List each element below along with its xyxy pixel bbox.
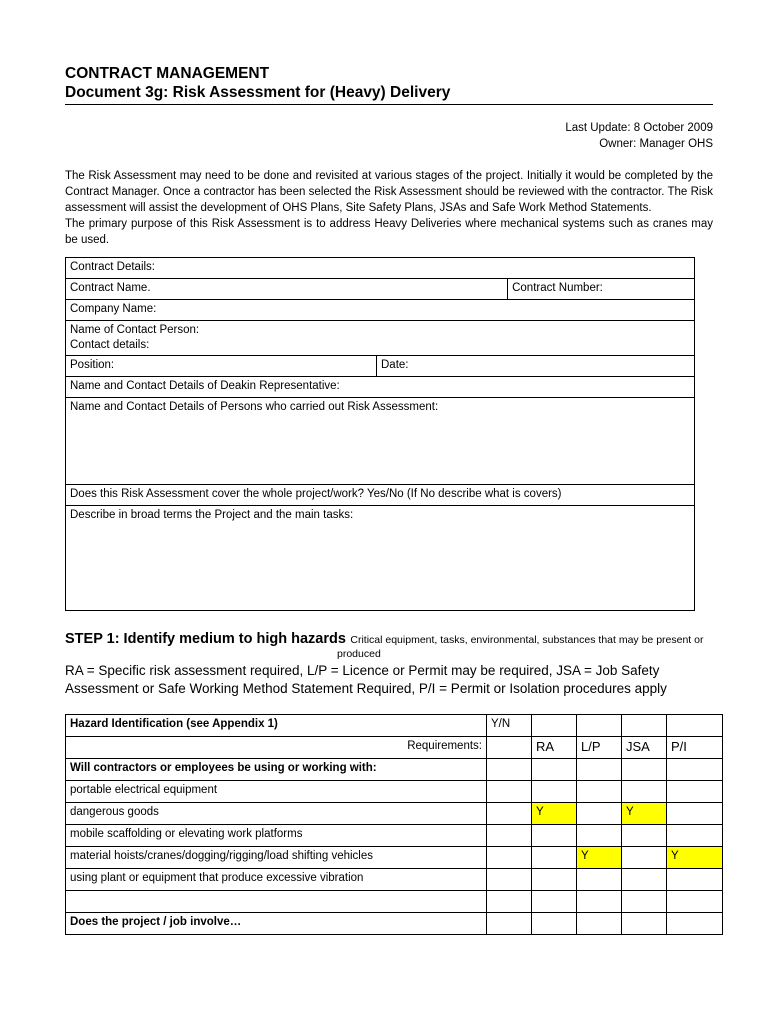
- col-jsa: JSA: [622, 737, 667, 759]
- hazard-label: portable electrical equipment: [66, 781, 487, 803]
- blank-header-cell: [622, 715, 667, 737]
- owner: Owner: Manager OHS: [599, 138, 713, 150]
- step1-title: STEP 1: Identify medium to high hazards: [65, 631, 346, 647]
- ra-cell[interactable]: [532, 759, 577, 781]
- jsa-cell[interactable]: [622, 869, 667, 891]
- yn-header: Y/N: [487, 715, 532, 737]
- hazard-label: mobile scaffolding or elevating work platforms: [66, 825, 487, 847]
- lp-cell[interactable]: [577, 781, 622, 803]
- table-row: [66, 869, 723, 891]
- contact-details-label: Contact details:: [70, 339, 150, 351]
- ra-cell[interactable]: [532, 913, 577, 935]
- position-field[interactable]: Position:: [66, 356, 377, 377]
- blank-header-cell: [577, 715, 622, 737]
- hazard-label[interactable]: [66, 891, 487, 913]
- col-ra: RA: [532, 737, 577, 759]
- yn-cell[interactable]: [487, 825, 532, 847]
- table-row: [66, 781, 723, 803]
- lp-cell[interactable]: [577, 913, 622, 935]
- jsa-cell[interactable]: [622, 913, 667, 935]
- section2-label: Does the project / job involve…: [66, 913, 487, 935]
- title-rule: [65, 104, 713, 105]
- col-lp: L/P: [577, 737, 622, 759]
- whole-project-field[interactable]: Does this Risk Assessment cover the whole project/work? Yes/No (If No describe what is covers): [66, 485, 695, 506]
- table-row: [66, 847, 723, 869]
- ra-cell[interactable]: [532, 781, 577, 803]
- section1-label: Will contractors or employees be using or working with:: [66, 759, 487, 781]
- project-description-field[interactable]: Describe in broad terms the Project and the main tasks:: [66, 506, 695, 611]
- pi-cell[interactable]: [667, 803, 723, 825]
- contract-details-label: Contract Details:: [66, 258, 695, 279]
- pi-cell[interactable]: [667, 891, 723, 913]
- hazard-label: material hoists/cranes/dogging/rigging/load shifting vehicles: [66, 847, 487, 869]
- step1-section: [65, 631, 713, 698]
- hazard-label: dangerous goods: [66, 803, 487, 825]
- pi-cell[interactable]: [667, 913, 723, 935]
- yn-cell[interactable]: [487, 869, 532, 891]
- contract-name-field[interactable]: Contract Name.: [66, 279, 508, 300]
- assessors-field[interactable]: Name and Contact Details of Persons who carried out Risk Assessment:: [66, 398, 695, 485]
- intro-para-1: The Risk Assessment may need to be done and revisited at various stages of the project. Initially it would be completed by the Contract Manager. Once a contractor has been selected the Risk Assessment should be reviewed with the contractor. The Risk assessment will assist the development of OHS Plans, Site Safety Plans, JSAs and Safe Work Method Statements.: [65, 170, 713, 214]
- contact-person-label: Name of Contact Person:: [70, 324, 200, 336]
- col-pi: P/I: [667, 737, 723, 759]
- hazard-table: [65, 714, 723, 935]
- lp-cell[interactable]: Y: [577, 847, 622, 869]
- jsa-cell[interactable]: [622, 847, 667, 869]
- lp-cell[interactable]: [577, 803, 622, 825]
- deakin-rep-field[interactable]: Name and Contact Details of Deakin Representative:: [66, 377, 695, 398]
- hazard-header: Hazard Identification (see Appendix 1): [66, 715, 487, 737]
- doc-subtitle: Document 3g: Risk Assessment for (Heavy) Delivery: [65, 84, 451, 101]
- pi-cell[interactable]: [667, 781, 723, 803]
- intro-text: [65, 168, 713, 248]
- table-row: [66, 891, 723, 913]
- pi-cell[interactable]: [667, 759, 723, 781]
- yn-cell[interactable]: [487, 847, 532, 869]
- yn-cell[interactable]: [487, 803, 532, 825]
- yn-cell[interactable]: [487, 759, 532, 781]
- document-page: [65, 64, 713, 935]
- jsa-cell[interactable]: [622, 891, 667, 913]
- step1-legend: RA = Specific risk assessment required, L/P = Licence or Permit may be required, JSA = Job Safety Assessment or Safe Working Method Statement Required, P/I = Permit or Isolation procedures apply: [65, 663, 667, 696]
- yn-cell[interactable]: [487, 737, 532, 759]
- contact-person-field[interactable]: [66, 321, 695, 356]
- lp-cell[interactable]: [577, 891, 622, 913]
- yn-cell[interactable]: [487, 913, 532, 935]
- jsa-cell[interactable]: [622, 825, 667, 847]
- doc-title: CONTRACT MANAGEMENT: [65, 65, 270, 82]
- lp-cell[interactable]: [577, 825, 622, 847]
- yn-cell[interactable]: [487, 891, 532, 913]
- contract-number-field[interactable]: Contract Number:: [508, 279, 695, 300]
- company-name-field[interactable]: Company Name:: [66, 300, 695, 321]
- hazard-label: using plant or equipment that produce excessive vibration: [66, 869, 487, 891]
- jsa-cell[interactable]: [622, 759, 667, 781]
- last-update: Last Update: 8 October 2009: [565, 122, 713, 134]
- jsa-cell[interactable]: [622, 781, 667, 803]
- table-row: [66, 825, 723, 847]
- lp-cell[interactable]: [577, 759, 622, 781]
- doc-meta: [65, 120, 713, 152]
- ra-cell[interactable]: [532, 825, 577, 847]
- ra-cell[interactable]: [532, 891, 577, 913]
- ra-cell[interactable]: [532, 869, 577, 891]
- step1-note-cont: produced: [337, 648, 381, 660]
- yn-cell[interactable]: [487, 781, 532, 803]
- pi-cell[interactable]: Y: [667, 847, 723, 869]
- blank-header-cell: [532, 715, 577, 737]
- intro-para-2: The primary purpose of this Risk Assessment is to address Heavy Deliveries where mechanical systems such as cranes may be used.: [65, 218, 713, 246]
- ra-cell[interactable]: [532, 847, 577, 869]
- pi-cell[interactable]: [667, 825, 723, 847]
- requirements-label: Requirements:: [66, 737, 487, 759]
- lp-cell[interactable]: [577, 869, 622, 891]
- contract-details-table: [65, 257, 695, 611]
- ra-cell[interactable]: Y: [532, 803, 577, 825]
- table-row: [66, 803, 723, 825]
- pi-cell[interactable]: [667, 869, 723, 891]
- blank-header-cell: [667, 715, 723, 737]
- step1-note: Critical equipment, tasks, environmental, substances that may be present or: [350, 634, 704, 646]
- step1-heading: [65, 631, 713, 648]
- date-field[interactable]: Date:: [377, 356, 695, 377]
- jsa-cell[interactable]: Y: [622, 803, 667, 825]
